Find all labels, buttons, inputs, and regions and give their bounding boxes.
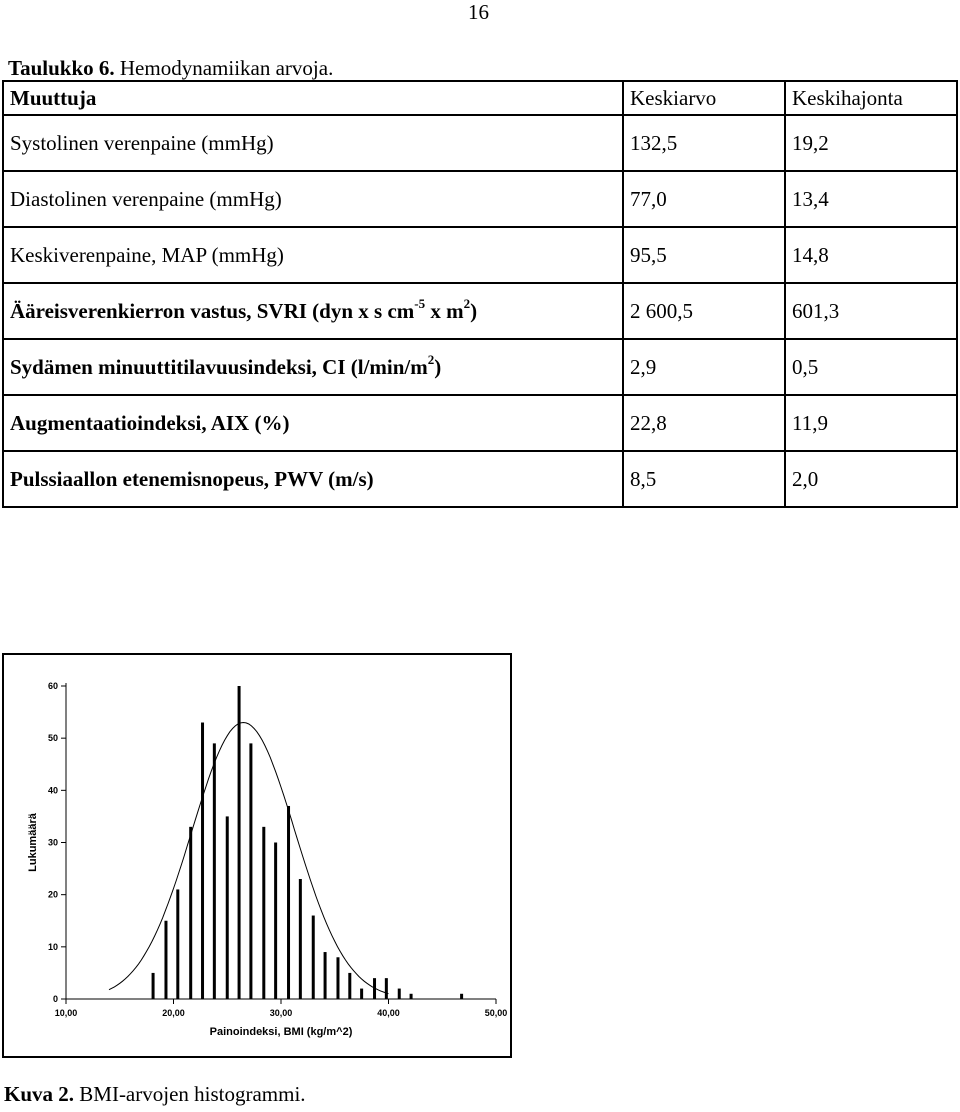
histogram-bar	[238, 686, 241, 999]
histogram-bar	[201, 723, 204, 999]
y-axis-label: Lukumäärä	[27, 813, 39, 872]
x-tick-label: 50,00	[484, 1008, 508, 1018]
figure-caption	[4, 1082, 306, 1107]
histogram-bar	[360, 989, 363, 999]
histogram-bar	[226, 816, 229, 999]
row-mean: 2 600,5	[623, 283, 785, 339]
row-label: Pulssiaallon etenemisnopeus, PWV (m/s)	[3, 451, 623, 507]
x-axis-label: Painoindeksi, BMI (kg/m^2)	[209, 1026, 353, 1038]
table-row	[3, 171, 957, 227]
y-tick-label: 30	[47, 837, 58, 848]
row-label-text: )	[470, 298, 478, 323]
row-sd: 19,2	[785, 115, 957, 171]
hemodynamics-table	[2, 80, 958, 508]
histogram-bar	[249, 743, 252, 999]
table-caption-text: Hemodynamiikan arvoja.	[114, 56, 334, 80]
row-label-text: x m	[425, 298, 464, 323]
row-mean: 22,8	[623, 395, 785, 451]
table-row	[3, 115, 957, 171]
histogram-bar	[348, 973, 351, 999]
row-mean: 2,9	[623, 339, 785, 395]
histogram-bar	[410, 994, 413, 999]
table-caption-label: Taulukko 6.	[8, 56, 115, 80]
row-label-text: Sydämen minuuttitilavuusindeksi, CI (l/min/m	[10, 354, 428, 379]
row-label-superscript: 2	[463, 295, 471, 311]
row-sd: 601,3	[785, 283, 957, 339]
row-sd: 14,8	[785, 227, 957, 283]
figure-caption-text: BMI-arvojen histogrammi.	[74, 1082, 306, 1106]
histogram-bar	[324, 952, 327, 999]
x-tick-label: 10,00	[54, 1008, 78, 1018]
table-header-row	[3, 81, 957, 115]
y-tick-label: 60	[47, 681, 58, 691]
histogram-bar	[336, 957, 339, 999]
bmi-histogram-figure	[2, 653, 512, 1058]
histogram-bar	[213, 743, 216, 999]
histogram-bar	[299, 879, 302, 999]
header-sd: Keskihajonta	[785, 81, 957, 115]
header-mean: Keskiarvo	[623, 81, 785, 115]
histogram-bar	[176, 889, 179, 999]
histogram-bar	[312, 916, 315, 999]
row-label: Augmentaatioindeksi, AIX (%)	[3, 395, 623, 451]
y-tick-label: 50	[47, 733, 58, 744]
y-tick-label: 0	[52, 994, 58, 1004]
table-row	[3, 395, 957, 451]
y-tick-label: 10	[47, 941, 58, 952]
histogram-bar	[152, 973, 155, 999]
row-label: Diastolinen verenpaine (mmHg)	[3, 171, 623, 227]
y-tick-label: 40	[47, 785, 58, 796]
page-number: 16	[468, 0, 489, 24]
table-row	[3, 227, 957, 283]
row-label: Systolinen verenpaine (mmHg)	[3, 115, 623, 171]
header-variable: Muuttuja	[3, 81, 623, 115]
row-mean: 95,5	[623, 227, 785, 283]
table-row	[3, 451, 957, 507]
figure-caption-label: Kuva 2.	[4, 1082, 75, 1106]
row-label-superscript: 2	[427, 351, 435, 367]
table-row	[3, 339, 957, 395]
row-label-superscript: -5	[414, 295, 426, 311]
normal-curve	[109, 723, 389, 994]
x-tick-label: 20,00	[162, 1008, 185, 1018]
x-tick-label: 40,00	[377, 1008, 400, 1018]
histogram-bar	[164, 921, 167, 999]
histogram-bar	[385, 978, 388, 999]
histogram-bar	[398, 989, 401, 999]
bmi-histogram	[4, 655, 510, 1056]
row-sd: 2,0	[785, 451, 957, 507]
row-label: Keskiverenpaine, MAP (mmHg)	[3, 227, 623, 283]
table-row	[3, 283, 957, 339]
row-sd: 0,5	[785, 339, 957, 395]
row-sd: 13,4	[785, 171, 957, 227]
histogram-bar	[262, 827, 265, 999]
y-tick-label: 20	[47, 889, 58, 900]
row-label-text: )	[434, 354, 442, 379]
row-mean: 132,5	[623, 115, 785, 171]
row-label-text: Ääreisverenkierron vastus, SVRI (dyn x s cm	[10, 298, 415, 323]
histogram-bar	[189, 827, 192, 999]
row-label	[3, 339, 623, 395]
x-tick-label: 30,00	[269, 1008, 293, 1018]
row-mean: 77,0	[623, 171, 785, 227]
histogram-bar	[274, 843, 277, 1000]
table-caption	[8, 56, 333, 81]
row-label	[3, 283, 623, 339]
histogram-bar	[460, 994, 463, 999]
row-sd: 11,9	[785, 395, 957, 451]
row-mean: 8,5	[623, 451, 785, 507]
histogram-bar	[287, 806, 290, 999]
